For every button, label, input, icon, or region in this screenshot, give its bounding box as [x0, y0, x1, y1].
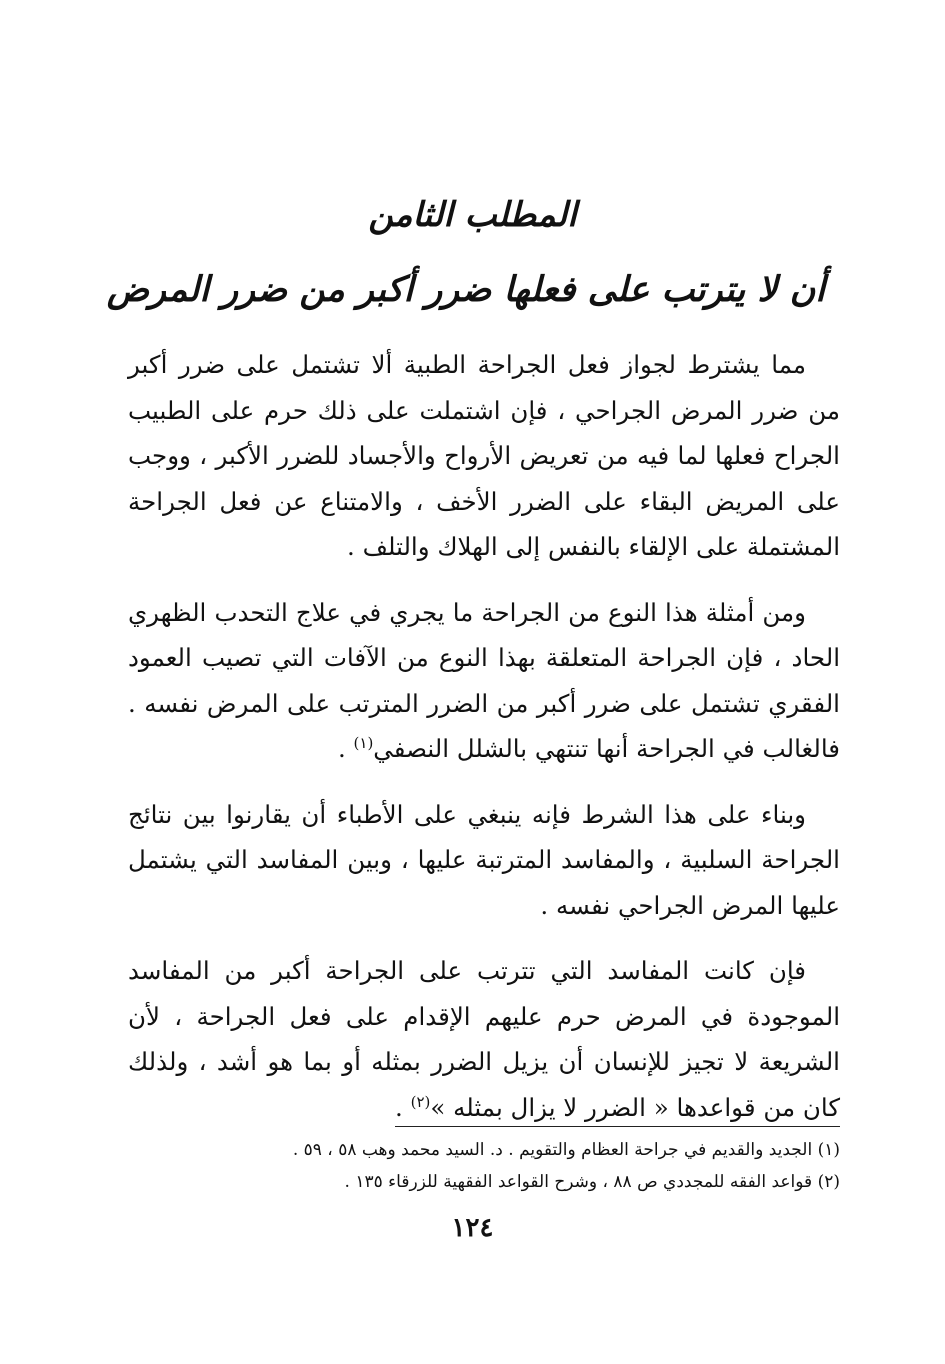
footnote-ref-2[interactable]: (٢)	[410, 1092, 431, 1111]
paragraph-2-tail: .	[337, 734, 354, 763]
page-number: ١٢٤	[451, 1213, 494, 1243]
body-text	[128, 342, 840, 1150]
paragraph-4-text: فإن كانت المفاسد التي تترتب على الجراحة أكبر من المفاسد الموجودة في المرض حرم عليهم الإقدام على فعل الجراحة ، لأن الشريعة لا تجيز للإنسان أن يزيل الضرر بمثله أو بما هو أشد ، ولذلك كان من قواعدها « الضرر لا يزال بمثله »	[128, 956, 840, 1122]
paragraph-2-text: ومن أمثلة هذا النوع من الجراحة ما يجري في علاج التحدب الظهري الحاد ، فإن الجراحة المتعلقة بهذا النوع من الآفات التي تصيب العمود الفقري تشتمل على ضرر أكبر من الضرر المترتب على المرض نفسه . فالغالب في الجراحة أنها تنتهي بالشلل النصفي	[128, 597, 840, 763]
paragraph-3	[128, 792, 840, 929]
section-subtitle: أن لا يترتب على فعلها ضرر أكبر من ضرر المرض	[106, 269, 825, 310]
paragraph-1	[128, 342, 840, 570]
paragraph-4-tail: .	[395, 1092, 411, 1122]
paragraph-1-text: مما يشترط لجواز فعل الجراحة الطبية ألا تشتمل على ضرر أكبر من ضرر المرض الجراحي ، فإن اشتملت على ذلك حرم على الطبيب الجراح فعلها لما فيه من تعريض الأرواح والأجساد للضرر الأكبر ، ووجب على المريض البقاء على الضرر الأخف ، والامتناع عن فعل الجراحة المشتملة على الإلقاء بالنفس إلى الهلاك والتلف .	[128, 350, 840, 561]
paragraph-3-text: وبناء على هذا الشرط فإنه ينبغي على الأطباء أن يقارنوا بين نتائج الجراحة السلبية ، والمفاسد المترتبة عليها ، وبين المفاسد التي يشتمل عليها المرض الجراحي نفسه .	[128, 799, 840, 920]
section-title: المطلب الثامن	[368, 195, 577, 235]
footnote-ref-1[interactable]: (١)	[353, 733, 374, 752]
footnote-divider	[395, 1126, 840, 1127]
footnotes	[150, 1134, 840, 1198]
footnote-2: (٢) قواعد الفقه للمجددي ص ٨٨ ، وشرح القواعد الفقهية للزرقاء ١٣٥ .	[344, 1172, 840, 1192]
paragraph-2	[128, 590, 840, 772]
paragraph-4	[128, 948, 840, 1130]
footnote-1: (١) الجديد والقديم في جراحة العظام والتقويم . د. السيد محمد وهب ٥٨ ، ٥٩ .	[292, 1140, 840, 1160]
